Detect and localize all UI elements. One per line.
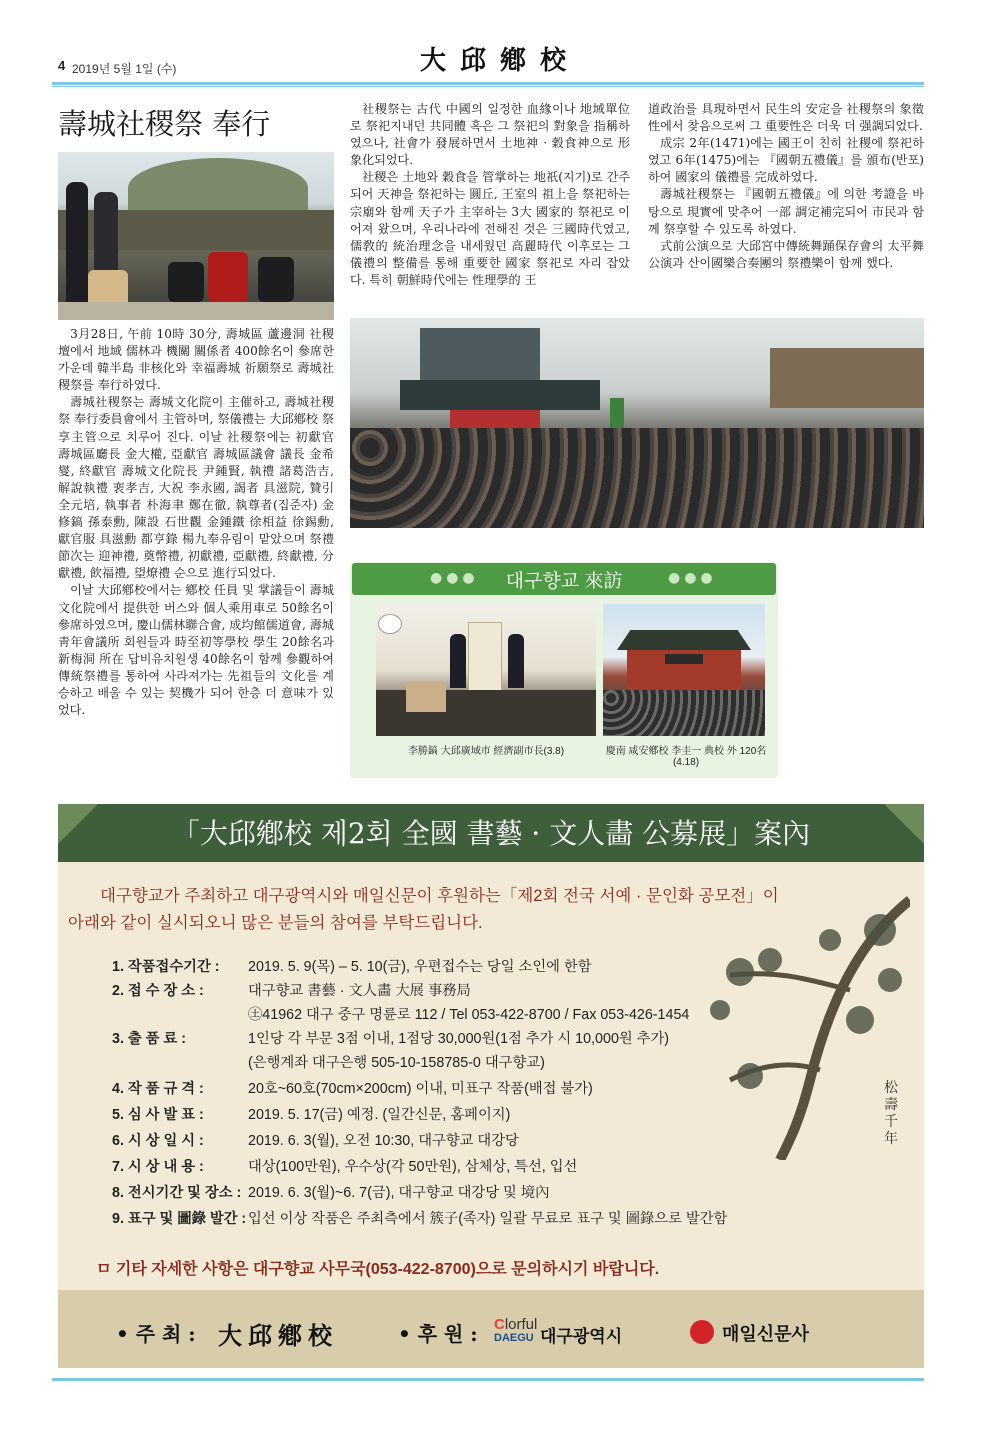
sponsor-city: 대구광역시 xyxy=(540,1327,623,1346)
paragraph: 式前公演으로 大邱宮中傳統舞踊保存會의 太平舞 公演과 산이國樂合奏團의 祭禮樂이 함께 했다. xyxy=(648,238,924,270)
article-headline: 壽城社稷祭 奉行 xyxy=(58,107,271,141)
item-value: 20호~60호(70cm×200cm) 이내, 미표구 작품(배접 불가) xyxy=(248,1081,593,1097)
article-col-left xyxy=(58,326,334,719)
host-label: • 주 최 : xyxy=(116,1322,196,1346)
item-value: 입선 이상 작품은 주최측에서 簇子(족자) 일괄 무료로 표구 및 圖錄으로 발간함 xyxy=(248,1211,728,1227)
colorful-logo-text: lorful xyxy=(504,1316,538,1333)
item-value: (은행계좌 대구은행 505-10-158785-0 대구향교) xyxy=(248,1055,545,1071)
visit-title: 대구향교 來訪 xyxy=(505,571,623,592)
item-label: 3. 출 품 료 : xyxy=(112,1031,187,1047)
maeil-logo-icon xyxy=(690,1320,714,1344)
paragraph: 壽城社稷祭는 壽城文化院이 主催하고, 壽城社稷祭 奉行委員會에서 主管하며, 祭儀禮는 大邱鄕校 祭享主管으로 치루어 진다. 이날 社稷祭에는 初獻官 壽城區廳長 金大權, 亞獻官 壽城區議會 議長 金希燮, 終獻官 壽城文化院長 尹鍾賢, 執禮 諸葛浩吉, 解說執禮 裵孝吉, 大祝 李永國, 謁者 具滋院, 贊引 全元培, 執事者 朴海聿 鄭在徹, 執尊者(집준자) 金修鎬 孫泰勳, 陳設 石世觀 金鍾鐵 徐相益 徐錫勳, 獻官服 具滋勳 都亨錄 楊九奉유림이 맡았으며 祭禮 節次는 迎神禮, 奠幣禮, 初獻禮, 亞獻禮, 終獻禮, 分獻禮, 飮福禮, 望燎禮 순으로 進行되었다. xyxy=(58,395,334,581)
footer-divider xyxy=(52,1378,924,1381)
item-label: 2. 접 수 장 소 : xyxy=(112,983,204,999)
corner-ornament-left xyxy=(58,804,98,844)
paragraph: 이날 大邱鄕校에서는 鄕校 任員 및 掌議들이 壽城文化院에서 提供한 버스와 個人乘用車로 50餘名이 參席하였으며, 慶山儒林聯合會, 成均館儒道會, 壽城靑年會議所 회원들과 時至初等學校 學生 20餘名과 新梅洞 所在 답비유치원생 40餘名이 함께 參觀하여 傳統祭禮를 통하여 사라져가는 先祖들의 文化를 계승하고 배울 수 있는 契機가 되어 한층 더 意味가 있었다. xyxy=(58,583,334,718)
item-label: 6. 시 상 일 시 : xyxy=(112,1133,204,1149)
header-divider-thin xyxy=(52,86,924,87)
daegu-logo-text: DAEGU xyxy=(494,1332,534,1344)
visit-photo-outdoor xyxy=(603,604,765,736)
host-name: 大邱鄕校 xyxy=(218,1321,338,1350)
paragraph: 社稷은 土地와 穀食을 管掌하는 地祇(지기)로 간주되어 天神을 祭祀하는 圓丘, 王室의 祖上을 祭祀하는 宗廟와 함께 天子가 主宰하는 3大 國家的 祭祀로 이어져 왔으며, 우리나라에 전해진 것은 三國時代였고, 儒敎的 統治理念을 내세웠던 高麗時代 이후로는 그 儀禮의 整備를 통해 重要한 國家 祭祀로 자리 잡았다. 특히 朝鮮時代에는 性理學的 王 xyxy=(350,170,630,287)
visit-caption-left: 李勝鎬 大邱廣域市 經濟副市長(3.8) xyxy=(407,746,565,757)
paragraph: 道政治를 具現하면서 民生의 安定을 社稷祭의 象徵性에서 찾음으로써 그 重要性은 더욱 더 强調되었다. xyxy=(648,102,924,134)
ceremony-photo xyxy=(58,152,334,320)
item-value: 2019. 6. 3(월)~6. 7(금), 대구향교 대강당 및 境內 xyxy=(248,1185,550,1201)
visit-photo-indoor xyxy=(376,604,596,736)
paper-title: 大邱鄕校 xyxy=(419,46,580,76)
item-label: 1. 작품접수기간 : xyxy=(112,959,220,975)
article-col-right xyxy=(648,101,924,272)
item-label: 4. 작 품 규 격 : xyxy=(112,1081,204,1097)
sponsor-label: • 후 원 : xyxy=(398,1322,478,1346)
decorative-dots-left: ●●● xyxy=(430,570,479,586)
sponsor-newspaper: 매일신문사 xyxy=(722,1324,809,1344)
paragraph: 成宗 2年(1471)에는 國王이 친히 社稷에 祭祀하였고 6年(1475)에는 『國朝五禮儀』를 頒布(반포)하여 國家의 儀禮를 完成하였다. xyxy=(648,136,924,185)
article-col-mid xyxy=(350,101,630,289)
item-value: 2019. 5. 9(목) – 5. 10(금), 우편접수는 당일 소인에 한함 xyxy=(248,959,592,975)
item-value: 1인당 각 부문 3점 이내, 1점당 30,000원(1점 추가 시 10,000원 추가) xyxy=(248,1031,670,1047)
item-label: 5. 심 사 발 표 : xyxy=(112,1107,204,1123)
decorative-dots-right: ●●● xyxy=(668,570,717,586)
header-divider xyxy=(52,82,924,85)
item-value: 2019. 6. 3(월), 오전 10:30, 대구향교 대강당 xyxy=(248,1133,519,1149)
announcement-title: 「大邱鄕校 제2회 全國 書藝 · 文人畵 公募展」案內 xyxy=(171,817,811,850)
issue-date: 2019년 5월 1일 (수) xyxy=(72,62,177,76)
item-label: 9. 표구 및 圖錄 발간 : xyxy=(112,1211,247,1227)
corner-ornament-right xyxy=(884,804,924,844)
item-value: 대상(100만원), 우수상(각 50만원), 삼체상, 특선, 입선 xyxy=(248,1159,578,1175)
colorful-daegu-logo xyxy=(494,1316,537,1333)
painting-inscription: 松壽千年 xyxy=(884,1080,898,1147)
item-label: 7. 시 상 내 용 : xyxy=(112,1159,204,1175)
page-number: 4 xyxy=(58,58,66,73)
paragraph: 3月28日, 午前 10時 30分, 壽城區 蘆邊洞 社稷壇에서 地域 儒林과 機關 關係者 400餘名이 參席한 가운데 韓半島 非核化와 幸福壽城 祈願祭로 壽城社稷祭를 奉行하였다. xyxy=(58,327,334,393)
item-value: 2019. 5. 17(금) 예정. (일간신문, 홈페이지) xyxy=(248,1107,511,1123)
item-label: 8. 전시기간 및 장소 : xyxy=(112,1185,242,1201)
announcement-intro-1: 대구향교가 주최하고 대구광역시와 매일신문이 후원하는「제2회 전국 서예 · 문인화 공모전」이 xyxy=(100,887,779,905)
colorful-logo-c: C xyxy=(494,1316,505,1333)
announcement-note: ㅁ 기타 자세한 사항은 대구향교 사무국(053-422-8700)으로 문의하시기 바랍니다. xyxy=(96,1261,660,1278)
paragraph: 壽城社稷祭는 『國朝五禮儀』에 의한 考證을 바탕으로 現實에 맞추어 一部 調定補完되어 市民과 함께 祭享할 수 있도록 하였다. xyxy=(648,187,924,236)
audience-photo xyxy=(350,318,924,528)
announcement-intro-2: 아래와 같이 실시되오니 많은 분들의 참여를 부탁드립니다. xyxy=(68,914,483,932)
paragraph: 社稷祭는 古代 中國의 일정한 血緣이나 地域單位로 祭祀지내던 共同體 혹은 그 祭祀의 對象을 指稱하였으나, 社會가 發展하면서 土地神 · 穀食神으로 形象化되었다. xyxy=(350,102,630,168)
item-value: ㊏41962 대구 중구 명륜로 112 / Tel 053-422-8700 / Fax 053-426-1454 xyxy=(248,1007,690,1023)
item-value: 대구향교 書藝 · 文人畵 大展 事務局 xyxy=(248,983,471,999)
visit-caption-right: 慶南 咸安鄕校 李圭一 典校 外 120名 (4.18) xyxy=(605,746,767,768)
announcement-items xyxy=(112,956,832,1236)
